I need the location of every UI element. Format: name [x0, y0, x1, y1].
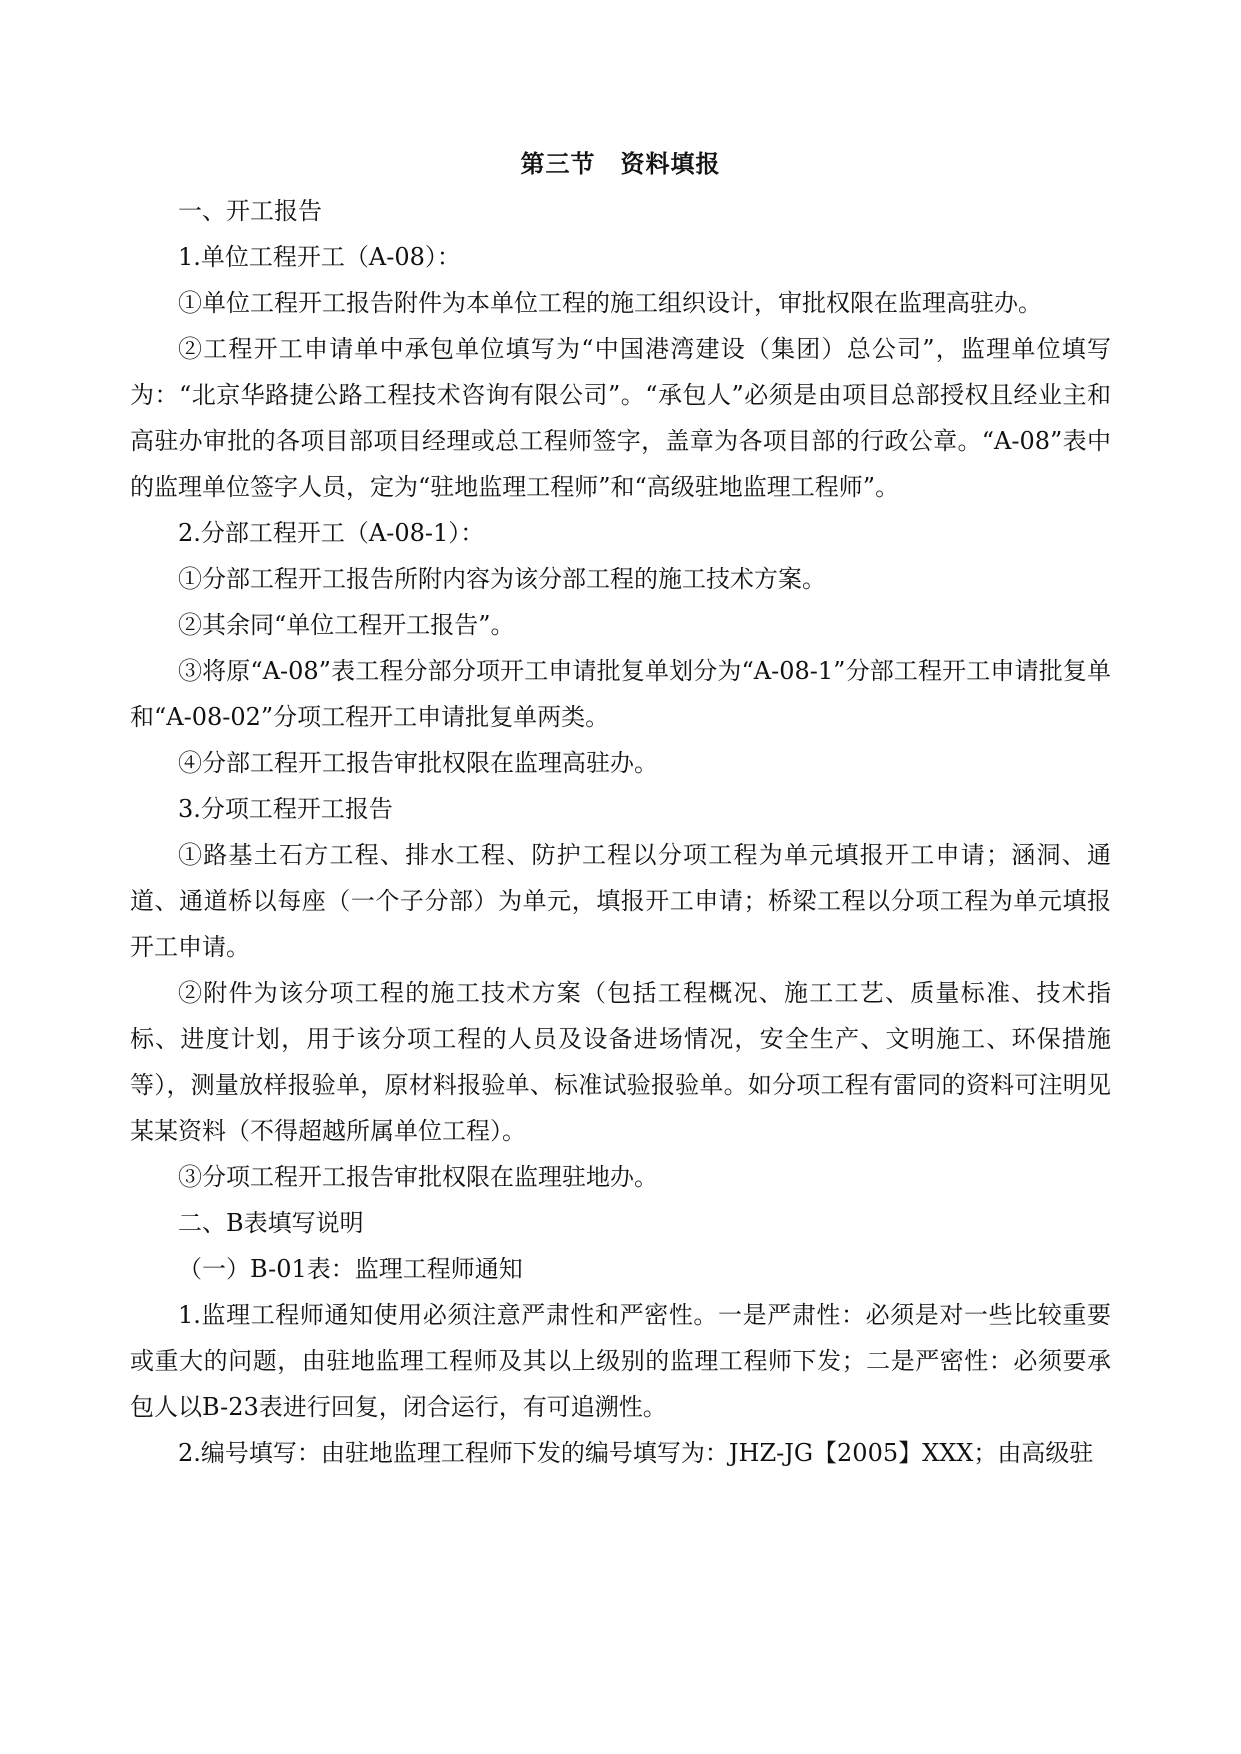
paragraph: ①路基土石方工程、排水工程、防护工程以分项工程为单元填报开工申请；涵洞、通道、通道桥以每座（一个子分部）为单元，填报开工申请；桥梁工程以分项工程为单元填报开工申请。 — [130, 841, 1111, 961]
subheading-item-project: 3.分项工程开工报告 — [178, 795, 393, 823]
paragraph: ②其余同“单位工程开工报告”。 — [178, 611, 515, 639]
page-content — [130, 142, 1111, 1476]
paragraph: 1.监理工程师通知使用必须注意严肃性和严密性。一是严肃性：必须是对一些比较重要或重大的问题，由驻地监理工程师及其以上级别的监理工程师下发；二是严密性：必须要承包人以B-23表进行回复，闭合运行，有可追溯性。 — [130, 1301, 1111, 1421]
subheading-division-project: 2.分部工程开工（A-08-1）： — [178, 519, 485, 547]
paragraph: ①单位工程开工报告附件为本单位工程的施工组织设计，审批权限在监理高驻办。 — [178, 289, 1042, 317]
paragraph: ④分部工程开工报告审批权限在监理高驻办。 — [178, 749, 658, 777]
paragraph: ③将原“A-08”表工程分部分项开工申请批复单划分为“A-08-1”分部工程开工申请批复单和“A-08-02”分项工程开工申请批复单两类。 — [130, 657, 1111, 731]
paragraph: ③分项工程开工报告审批权限在监理驻地办。 — [178, 1163, 658, 1191]
subheading-unit-project: 1.单位工程开工（A-08）： — [178, 243, 461, 271]
paragraph: 2.编号填写：由驻地监理工程师下发的编号填写为：JHZ-JG【2005】XXX；由高级驻 — [178, 1439, 1094, 1467]
heading-start-report: 一、开工报告 — [178, 197, 322, 225]
subheading-b01: （一）B-01表：监理工程师通知 — [178, 1255, 523, 1283]
paragraph: ①分部工程开工报告所附内容为该分部工程的施工技术方案。 — [178, 565, 826, 593]
paragraph: ②附件为该分项工程的施工技术方案（包括工程概况、施工工艺、质量标准、技术指标、进度计划，用于该分项工程的人员及设备进场情况，安全生产、文明施工、环保措施等），测量放样报验单，原材料报验单、标准试验报验单。如分项工程有雷同的资料可注明见某某资料（不得超越所属单位工程）。 — [130, 979, 1111, 1145]
heading-b-forms: 二、B表填写说明 — [178, 1209, 364, 1237]
section-title: 第三节 资料填报 — [520, 150, 721, 178]
paragraph: ②工程开工申请单中承包单位填写为“中国港湾建设（集团）总公司”，监理单位填写为：“北京华路捷公路工程技术咨询有限公司”。“承包人”必须是由项目总部授权且经业主和高驻办审批的各项目部项目经理或总工程师签字，盖章为各项目部的行政公章。“A-08”表中的监理单位签字人员，定为“驻地监理工程师”和“高级驻地监理工程师”。 — [130, 335, 1111, 501]
